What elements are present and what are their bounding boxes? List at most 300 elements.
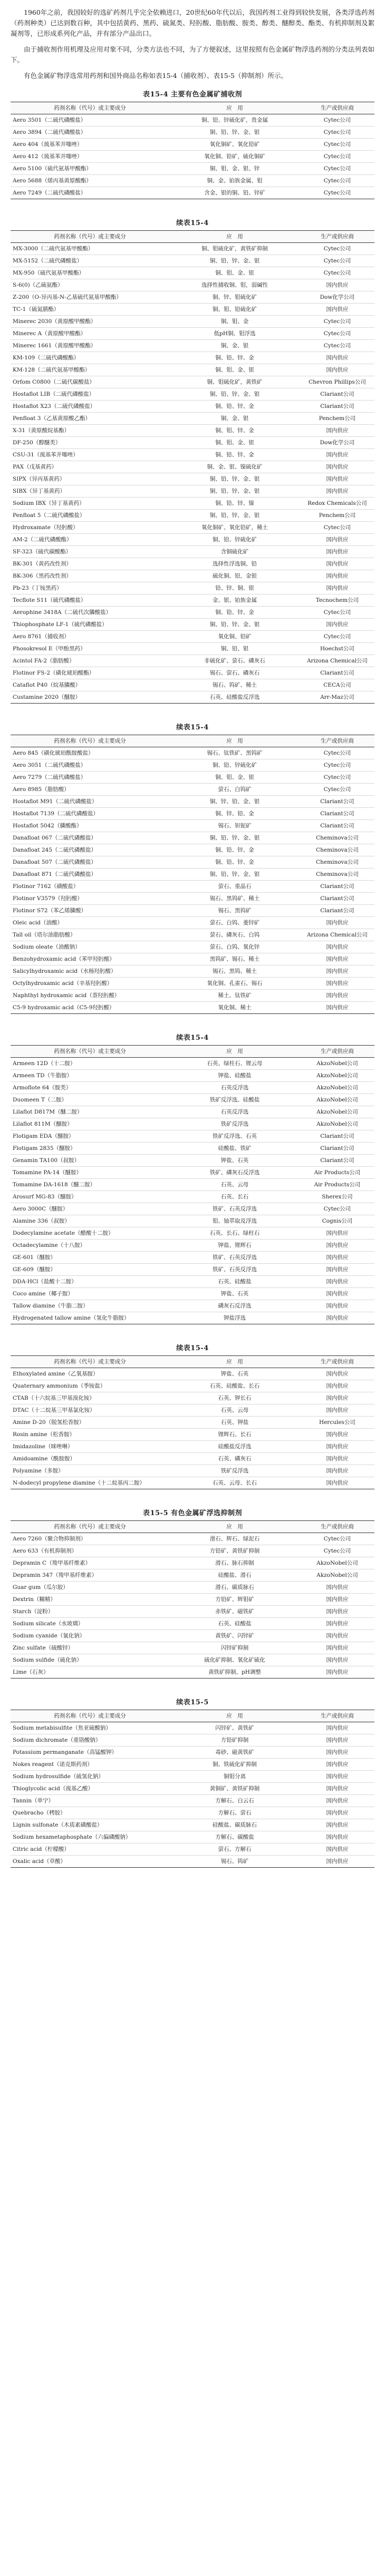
cell-application: 铜、铅、锌、金 bbox=[169, 844, 300, 856]
col-header-name: 药剂名称（代号）或主要成分 bbox=[11, 1521, 169, 1533]
cell-reagent-name: Acintol FA-2（脂肪酸） bbox=[11, 655, 169, 667]
col-header-application: 应 用 bbox=[169, 231, 300, 243]
col-header-name: 药剂名称（代号）或主要成分 bbox=[11, 1356, 169, 1368]
cell-reagent-name: S-6(0)（乙硫氨酯） bbox=[11, 279, 169, 291]
cell-supplier: AkzoNobel公司 bbox=[300, 1058, 374, 1070]
table-row bbox=[11, 856, 374, 869]
cell-application: 氧化铜、铅矿 bbox=[169, 631, 300, 643]
cell-supplier: 国内供应 bbox=[300, 978, 374, 990]
cell-supplier: Penchem公司 bbox=[300, 413, 374, 425]
cell-supplier: 国内供应 bbox=[300, 449, 374, 461]
cell-supplier: 国内供应 bbox=[300, 1666, 374, 1679]
table-row bbox=[11, 1465, 374, 1477]
table-row bbox=[11, 1380, 374, 1392]
table-row bbox=[11, 304, 374, 316]
table-row bbox=[11, 1642, 374, 1654]
table-row bbox=[11, 1215, 374, 1227]
cell-supplier: 国内供应 bbox=[300, 1771, 374, 1783]
cell-supplier: Clariant公司 bbox=[300, 1130, 374, 1143]
cell-reagent-name: Flotigam 2835（醚胺） bbox=[11, 1143, 169, 1155]
cell-application: 铜、铅、锌、金 bbox=[169, 401, 300, 413]
cell-reagent-name: Tannin（单宁） bbox=[11, 1795, 169, 1807]
cell-application: 铜、铅、锌、金 bbox=[169, 856, 300, 869]
cell-application: 铜、铅、银 bbox=[169, 643, 300, 655]
cell-application: 铜、钼、金、银 bbox=[169, 267, 300, 279]
cell-supplier: Clariant公司 bbox=[300, 1143, 374, 1155]
cell-supplier: 国内供应 bbox=[300, 582, 374, 594]
col-header-name: 药剂名称（代号）或主要成分 bbox=[11, 102, 169, 114]
cell-reagent-name: Lignin sulfonate（木质素磺酸盐） bbox=[11, 1819, 169, 1831]
cell-application: 石英、磷灰石 bbox=[169, 1453, 300, 1465]
cell-application: 石英、云母 bbox=[169, 1179, 300, 1191]
cell-reagent-name: KM-128（二硫代氨基甲酸酯） bbox=[11, 364, 169, 376]
table-row bbox=[11, 114, 374, 126]
cell-supplier: 国内供应 bbox=[300, 352, 374, 364]
cell-reagent-name: Aero 3894（二硫代磷酸盐） bbox=[11, 126, 169, 139]
intro-paragraph-3: 有色金属矿物浮选常用药剂和国外商品名称如表15-4（捕收剂）、表15-5（抑制剂）所示。 bbox=[24, 72, 287, 80]
cell-reagent-name: Salicylhydroxamic acid（水杨羟肟酸） bbox=[11, 965, 169, 978]
table-row bbox=[11, 1746, 374, 1759]
cell-reagent-name: Aero 5688（烯丙基黄原酸酯） bbox=[11, 175, 169, 187]
cell-application: 铜、铅、锌、金、银 bbox=[169, 255, 300, 267]
cell-application: 铜、铅、锌硫化矿 bbox=[169, 534, 300, 546]
cell-supplier: Cytec公司 bbox=[300, 151, 374, 163]
table-row bbox=[11, 437, 374, 449]
cell-application: 钾盐、石英 bbox=[169, 1155, 300, 1167]
table-row bbox=[11, 328, 374, 340]
cell-reagent-name: Armoflote 64（胺类） bbox=[11, 1082, 169, 1094]
collector-table-part-4 bbox=[11, 1045, 374, 1324]
cell-application: 闪锌矿、黄铁矿 bbox=[169, 1722, 300, 1734]
cell-supplier: Cytec公司 bbox=[300, 747, 374, 759]
cell-application: 铜、铅、锌、金、银 bbox=[169, 485, 300, 497]
cell-reagent-name: Amine D-20（脱氢松香胺） bbox=[11, 1417, 169, 1429]
cell-application: 硫化铜、铅，金银 bbox=[169, 570, 300, 582]
cell-supplier: 国内供应 bbox=[300, 1807, 374, 1819]
table-row bbox=[11, 990, 374, 1002]
cell-application: 铜、铅、锌、金 bbox=[169, 352, 300, 364]
col-header-supplier: 生产或供应商 bbox=[300, 1710, 374, 1722]
cell-application: 稀土、钛铁矿 bbox=[169, 990, 300, 1002]
cell-supplier: CECA公司 bbox=[300, 679, 374, 691]
table-row bbox=[11, 631, 374, 643]
table-row bbox=[11, 844, 374, 856]
table-row bbox=[11, 1002, 374, 1014]
intro-paragraph-2: 由于捕收剂作用机理及应用对象不同，分类方法也不同，为了方便叙述，这里按照有色金属矿物浮选药剂的分类法列表如下。 bbox=[11, 45, 374, 64]
cell-reagent-name: Dextrin（糊精） bbox=[11, 1594, 169, 1606]
cell-supplier: 国内供应 bbox=[300, 425, 374, 437]
cell-application: 铜、钼、锌、金 bbox=[169, 425, 300, 437]
cell-supplier: 国内供应 bbox=[300, 1429, 374, 1441]
cell-application: 萤石、磷灰石、白钨 bbox=[169, 929, 300, 941]
cell-application: 黑钨矿、锡石、稀土 bbox=[169, 953, 300, 965]
cell-application: 铜、金、银、镍硫化矿 bbox=[169, 461, 300, 473]
cell-supplier: 国内供应 bbox=[300, 1312, 374, 1324]
col-header-application: 应 用 bbox=[169, 1710, 300, 1722]
cell-supplier: Clariant公司 bbox=[300, 808, 374, 820]
table-row bbox=[11, 1118, 374, 1130]
cell-reagent-name: Aerophine 3418A（二硫代次膦酸盐） bbox=[11, 607, 169, 619]
cell-reagent-name: MX-950（硫代氨基甲酸酯） bbox=[11, 267, 169, 279]
cell-supplier: 国内供应 bbox=[300, 1795, 374, 1807]
cell-reagent-name: Aero 5100（硫代氨基甲酸酯） bbox=[11, 163, 169, 175]
cell-supplier: 国内供应 bbox=[300, 1606, 374, 1618]
table-row bbox=[11, 1819, 374, 1831]
cell-reagent-name: Flotinor FS-2（磺化琥珀酸酯） bbox=[11, 667, 169, 679]
cell-reagent-name: Dodecylamine acetate（醋酸十二胺） bbox=[11, 1227, 169, 1240]
cell-reagent-name: Polyamine（多胺） bbox=[11, 1465, 169, 1477]
cell-application: 锡石、钨矿 bbox=[169, 1856, 300, 1868]
cell-supplier: 国内供应 bbox=[300, 1819, 374, 1831]
cell-reagent-name: Tecflote S11（硫代磷酸盐） bbox=[11, 594, 169, 607]
table-row bbox=[11, 558, 374, 570]
cell-reagent-name: Danafloat 871（二硫代磷酸盐） bbox=[11, 869, 169, 881]
table-row bbox=[11, 1417, 374, 1429]
table-row bbox=[11, 425, 374, 437]
table-15-5-title: 表15-5 有色金属矿浮选抑制剂 bbox=[142, 1509, 243, 1517]
table-row bbox=[11, 929, 374, 941]
cell-supplier: Cheminova公司 bbox=[300, 844, 374, 856]
cell-supplier: Cytec公司 bbox=[300, 607, 374, 619]
cell-supplier: 国内供应 bbox=[300, 461, 374, 473]
cell-supplier: AkzoNobel公司 bbox=[300, 1070, 374, 1082]
cell-reagent-name: Aero 3501（二硫代磷酸盐） bbox=[11, 114, 169, 126]
cell-supplier: Cognis公司 bbox=[300, 1215, 374, 1227]
cell-application: 锡石、黑钨、稀土 bbox=[169, 965, 300, 978]
cell-reagent-name: Flotinor S72（苯乙烯膦酸） bbox=[11, 905, 169, 917]
cell-supplier: 国内供应 bbox=[300, 1746, 374, 1759]
table-row bbox=[11, 808, 374, 820]
cell-reagent-name: Hostaflot LIB（二硫代磷酸盐） bbox=[11, 388, 169, 401]
table-row bbox=[11, 869, 374, 881]
table-row bbox=[11, 376, 374, 388]
cell-reagent-name: DTAC（十二烷基三甲基氯化铵） bbox=[11, 1404, 169, 1417]
cell-application: 石英、钾盐 bbox=[169, 1417, 300, 1429]
cell-reagent-name: Imidazoline（咪唑啉） bbox=[11, 1441, 169, 1453]
cell-supplier: 国内供应 bbox=[300, 570, 374, 582]
cell-reagent-name: Thioglycolic acid（巯基乙酸） bbox=[11, 1783, 169, 1795]
table-row bbox=[11, 291, 374, 304]
cell-application: 石英反浮选 bbox=[169, 1106, 300, 1118]
cell-reagent-name: MX-3000（二硫代氨基甲酸酯） bbox=[11, 243, 169, 255]
cell-reagent-name: Aero 7249（二硫代磷酸盐） bbox=[11, 187, 169, 199]
cell-reagent-name: X-31（黄原酸烷基酯） bbox=[11, 425, 169, 437]
cell-reagent-name: Aero 404（巯基苯并噻唑） bbox=[11, 139, 169, 151]
table-row bbox=[11, 1594, 374, 1606]
cell-supplier: 国内供应 bbox=[300, 917, 374, 929]
table-row bbox=[11, 1606, 374, 1618]
table-row bbox=[11, 1759, 374, 1771]
cell-reagent-name: KM-109（二硫代磷酸酯） bbox=[11, 352, 169, 364]
cell-reagent-name: Armeen 12D（十二胺） bbox=[11, 1058, 169, 1070]
cell-application: 滑石、辉石、绿泥石 bbox=[169, 1533, 300, 1545]
cell-supplier: Arr-Maz公司 bbox=[300, 691, 374, 704]
cell-supplier: 国内供应 bbox=[300, 1240, 374, 1252]
cell-application: 铅、锌、铜、银 bbox=[169, 582, 300, 594]
cell-supplier: 国内供应 bbox=[300, 965, 374, 978]
cell-reagent-name: Duomeen T（二胺） bbox=[11, 1094, 169, 1106]
col-header-supplier: 生产或供应商 bbox=[300, 102, 374, 114]
col-header-supplier: 生产或供应商 bbox=[300, 1521, 374, 1533]
depressant-table-part-1 bbox=[11, 1520, 374, 1679]
cell-reagent-name: Hydrogenated tallow amine（氢化牛脂胺） bbox=[11, 1312, 169, 1324]
cell-application: 铁矿反浮选、石英 bbox=[169, 1130, 300, 1143]
table-row bbox=[11, 607, 374, 619]
cell-application: 萤石、白钨矿 bbox=[169, 784, 300, 796]
cell-application: 选择性捕收铜、钼，弱碱性 bbox=[169, 279, 300, 291]
cell-reagent-name: AM-2（二硫代磷酸酯） bbox=[11, 534, 169, 546]
cell-reagent-name: SIBX（异丁基黄药） bbox=[11, 485, 169, 497]
table-row bbox=[11, 1545, 374, 1557]
cell-supplier: AkzoNobel公司 bbox=[300, 1082, 374, 1094]
cell-application: 氧化铜矿、氧化铅矿，稀土 bbox=[169, 522, 300, 534]
cell-reagent-name: Lilaflot D817M（醚二胺） bbox=[11, 1106, 169, 1118]
cell-reagent-name: DF-250（醇醚类） bbox=[11, 437, 169, 449]
col-header-application: 应 用 bbox=[169, 102, 300, 114]
cell-reagent-name: Alamine 336（叔胺） bbox=[11, 1215, 169, 1227]
cell-application: 钾盐、石英 bbox=[169, 1368, 300, 1380]
cell-reagent-name: Genamin TA100（叔胺） bbox=[11, 1155, 169, 1167]
table-row bbox=[11, 510, 374, 522]
cell-application: 铜、锌、铅、金、银 bbox=[169, 796, 300, 808]
table-continued-title: 续表15-5 bbox=[176, 1699, 209, 1706]
cell-reagent-name: SF-323（硫代碳酸酯） bbox=[11, 546, 169, 558]
cell-application: 硫化矿抑制、氧化矿硫化 bbox=[169, 1654, 300, 1666]
cell-reagent-name: Ethoxylated amine（乙氧基胺） bbox=[11, 1368, 169, 1380]
cell-reagent-name: Aero 8985（脂肪酸） bbox=[11, 784, 169, 796]
cell-reagent-name: Hostaflot M91（二硫代磷酸盐） bbox=[11, 796, 169, 808]
cell-application: 滑石、碳质脉石 bbox=[169, 1582, 300, 1594]
cell-supplier: Cytec公司 bbox=[300, 114, 374, 126]
cell-reagent-name: Hydroxamate（羟肟酸） bbox=[11, 522, 169, 534]
table-row bbox=[11, 352, 374, 364]
cell-reagent-name: PAX（戊基黄药） bbox=[11, 461, 169, 473]
cell-supplier: 国内供应 bbox=[300, 304, 374, 316]
table-row bbox=[11, 772, 374, 784]
cell-reagent-name: Minerec 1661（黄原酸甲酸酯） bbox=[11, 340, 169, 352]
cell-application: 非硫化矿、萤石、磷灰石 bbox=[169, 655, 300, 667]
cell-application: 铜、钼硫化矿，黄铁矿 bbox=[169, 376, 300, 388]
table-row bbox=[11, 1392, 374, 1404]
cell-reagent-name: Hostaflot 5042（膦酸酯） bbox=[11, 820, 169, 832]
cell-supplier: Cytec公司 bbox=[300, 1545, 374, 1557]
cell-application: 锡石、黑钨矿、稀土 bbox=[169, 893, 300, 905]
cell-supplier: Hoechst公司 bbox=[300, 643, 374, 655]
table-row bbox=[11, 1094, 374, 1106]
cell-reagent-name: Quebracho（栲胶） bbox=[11, 1807, 169, 1819]
cell-supplier: Clariant公司 bbox=[300, 881, 374, 893]
cell-supplier: 国内供应 bbox=[300, 1368, 374, 1380]
table-row bbox=[11, 1477, 374, 1489]
cell-reagent-name: Flotinor V3579（羟肟酸） bbox=[11, 893, 169, 905]
table-row bbox=[11, 534, 374, 546]
table-row bbox=[11, 667, 374, 679]
table-row bbox=[11, 619, 374, 631]
cell-reagent-name: Tomamine PA-14（醚胺） bbox=[11, 1167, 169, 1179]
cell-application: 铜、钼、金 bbox=[169, 316, 300, 328]
cell-application: 铜、铅、锌硫化矿，贵金属 bbox=[169, 114, 300, 126]
cell-reagent-name: Sodium dichromate（重铬酸钠） bbox=[11, 1734, 169, 1746]
table-row bbox=[11, 401, 374, 413]
cell-reagent-name: Rosin amine（松香胺） bbox=[11, 1429, 169, 1441]
cell-application: 萤石、重晶石 bbox=[169, 881, 300, 893]
intro-section bbox=[11, 7, 374, 81]
table-row bbox=[11, 784, 374, 796]
table-row bbox=[11, 1276, 374, 1288]
table-row bbox=[11, 151, 374, 163]
collector-table-part-5 bbox=[11, 1355, 374, 1489]
table-row bbox=[11, 163, 374, 175]
cell-reagent-name: Sodium oleate（油酸钠） bbox=[11, 941, 169, 953]
cell-reagent-name: Lime（石灰） bbox=[11, 1666, 169, 1679]
cell-supplier: 国内供应 bbox=[300, 941, 374, 953]
table-row bbox=[11, 316, 374, 328]
cell-supplier: 国内供应 bbox=[300, 1856, 374, 1868]
col-header-application: 应 用 bbox=[169, 1356, 300, 1368]
cell-reagent-name: Penfloat 5（二硫代磷酸盐） bbox=[11, 510, 169, 522]
cell-application: 钾盐、石英 bbox=[169, 1288, 300, 1300]
cell-application: 硅酸盐、铁矿 bbox=[169, 1143, 300, 1155]
cell-application: 萤石、白钨、氧化锌 bbox=[169, 941, 300, 953]
cell-application: 锡石、黑钨矿 bbox=[169, 905, 300, 917]
col-header-name: 药剂名称（代号）或主要成分 bbox=[11, 1046, 169, 1058]
cell-supplier: 国内供应 bbox=[300, 1264, 374, 1276]
cell-reagent-name: Penfloat 3（乙基黄原酸乙酯） bbox=[11, 413, 169, 425]
cell-supplier: 国内供应 bbox=[300, 1392, 374, 1404]
table-row bbox=[11, 1070, 374, 1082]
cell-application: 铁矿反浮选 bbox=[169, 1465, 300, 1477]
cell-reagent-name: Potassium permanganate（高锰酸钾） bbox=[11, 1746, 169, 1759]
cell-application: 磷灰石反浮选 bbox=[169, 1300, 300, 1312]
cell-supplier: AkzoNobel公司 bbox=[300, 1557, 374, 1569]
cell-supplier: Cytec公司 bbox=[300, 255, 374, 267]
cell-reagent-name: Danafloat 067（二硫代磷酸盐） bbox=[11, 832, 169, 844]
table-row bbox=[11, 1831, 374, 1843]
table-row bbox=[11, 1557, 374, 1569]
table-row bbox=[11, 388, 374, 401]
cell-supplier: AkzoNobel公司 bbox=[300, 1118, 374, 1130]
cell-reagent-name: Zinc sulfate（硫酸锌） bbox=[11, 1642, 169, 1654]
cell-supplier: Cytec公司 bbox=[300, 267, 374, 279]
cell-supplier: 国内供应 bbox=[300, 364, 374, 376]
cell-reagent-name: Aero 845（磺化琥珀酰胺酸盐） bbox=[11, 747, 169, 759]
cell-reagent-name: Aero 3000C（醚胺） bbox=[11, 1203, 169, 1215]
cell-supplier: AkzoNobel公司 bbox=[300, 1106, 374, 1118]
table-row bbox=[11, 497, 374, 510]
cell-supplier: Cytec公司 bbox=[300, 631, 374, 643]
cell-reagent-name: Arosurf MG-83（醚胺） bbox=[11, 1191, 169, 1203]
depressant-table-part-2 bbox=[11, 1710, 374, 1868]
cell-application: 毒砂、磁黄铁矿 bbox=[169, 1746, 300, 1759]
cell-application: 赤铁矿、磁铁矿 bbox=[169, 1606, 300, 1618]
cell-application: 铜、钼、金、银 bbox=[169, 364, 300, 376]
table-row bbox=[11, 1130, 374, 1143]
table-row bbox=[11, 546, 374, 558]
cell-supplier: Cytec公司 bbox=[300, 175, 374, 187]
cell-supplier: 国内供应 bbox=[300, 558, 374, 570]
cell-reagent-name: Orfom C0800（二硫代碳酸盐） bbox=[11, 376, 169, 388]
col-header-application: 应 用 bbox=[169, 735, 300, 747]
table-row bbox=[11, 413, 374, 425]
cell-supplier: Cytec公司 bbox=[300, 759, 374, 772]
cell-reagent-name: Lilaflot 811M（醚胺） bbox=[11, 1118, 169, 1130]
cell-reagent-name: Aero 3051（二硫代磷酸盐） bbox=[11, 759, 169, 772]
table-row bbox=[11, 1666, 374, 1679]
cell-application: 低pH铜、钼浮选 bbox=[169, 328, 300, 340]
cell-supplier: 国内供应 bbox=[300, 1642, 374, 1654]
cell-reagent-name: Amidoamine（酰胺胺） bbox=[11, 1453, 169, 1465]
cell-supplier: Cytec公司 bbox=[300, 139, 374, 151]
cell-supplier: 国内供应 bbox=[300, 1453, 374, 1465]
col-header-supplier: 生产或供应商 bbox=[300, 231, 374, 243]
collector-table-part-2 bbox=[11, 230, 374, 704]
cell-application: 石英、长石 bbox=[169, 1191, 300, 1203]
cell-application: 氧化铜、铅矿，硫化铜矿 bbox=[169, 151, 300, 163]
table-row bbox=[11, 449, 374, 461]
cell-application: 方铅矿、黄铁矿抑制 bbox=[169, 1545, 300, 1557]
cell-supplier: 国内供应 bbox=[300, 1441, 374, 1453]
cell-reagent-name: Sodium sulfide（硫化钠） bbox=[11, 1654, 169, 1666]
cell-reagent-name: Cataflot P40（烷基膦酸） bbox=[11, 679, 169, 691]
cell-supplier: Clariant公司 bbox=[300, 905, 374, 917]
table-row bbox=[11, 1300, 374, 1312]
table-row bbox=[11, 796, 374, 808]
cell-reagent-name: Pb-23（丁铵黑药） bbox=[11, 582, 169, 594]
cell-application: 铜、铅、锌、金、银 bbox=[169, 473, 300, 485]
table-row bbox=[11, 1856, 374, 1868]
cell-application: 石英、硅酸盐 bbox=[169, 1618, 300, 1630]
cell-reagent-name: DDA·HCl（盐酸十二胺） bbox=[11, 1276, 169, 1288]
cell-reagent-name: CTAB（十六烷基三甲基溴化铵） bbox=[11, 1392, 169, 1404]
cell-supplier: Arizona Chemical公司 bbox=[300, 655, 374, 667]
cell-supplier: 国内供应 bbox=[300, 1759, 374, 1771]
cell-reagent-name: Tall oil（塔尔油脂肪酸） bbox=[11, 929, 169, 941]
col-header-name: 药剂名称（代号）或主要成分 bbox=[11, 1710, 169, 1722]
cell-supplier: 国内供应 bbox=[300, 619, 374, 631]
table-row bbox=[11, 1795, 374, 1807]
cell-supplier: 国内供应 bbox=[300, 1288, 374, 1300]
table-row bbox=[11, 243, 374, 255]
cell-supplier: AkzoNobel公司 bbox=[300, 1094, 374, 1106]
table-row bbox=[11, 1654, 374, 1666]
table-row bbox=[11, 1441, 374, 1453]
cell-application: 铜、钼、金、银 bbox=[169, 772, 300, 784]
cell-application: 铜钼分离 bbox=[169, 1771, 300, 1783]
cell-application: 铜、铅、锌硫化矿 bbox=[169, 759, 300, 772]
cell-reagent-name: Oxalic acid（草酸） bbox=[11, 1856, 169, 1868]
cell-reagent-name: Minerec 2030（黄原酸甲酸酯） bbox=[11, 316, 169, 328]
cell-reagent-name: GE-601（醚胺） bbox=[11, 1252, 169, 1264]
document-page bbox=[11, 0, 374, 1868]
cell-supplier: Sherex公司 bbox=[300, 1191, 374, 1203]
cell-application: 锡石、钽铌矿 bbox=[169, 820, 300, 832]
cell-reagent-name: Thiophosphate LF-1（硫代磷酸盐） bbox=[11, 619, 169, 631]
table-row bbox=[11, 1807, 374, 1819]
cell-supplier: 国内供应 bbox=[300, 1002, 374, 1014]
cell-reagent-name: Octylhydroxamic acid（辛基羟肟酸） bbox=[11, 978, 169, 990]
table-row bbox=[11, 1453, 374, 1465]
cell-supplier: Clariant公司 bbox=[300, 667, 374, 679]
table-row bbox=[11, 1191, 374, 1203]
cell-application: 黄铁矿、闪锌矿 bbox=[169, 1630, 300, 1642]
table-row bbox=[11, 582, 374, 594]
cell-supplier: Cytec公司 bbox=[300, 126, 374, 139]
cell-reagent-name: Custamine 2020（醚胺） bbox=[11, 691, 169, 704]
cell-application: 钾盐、硅酸盐 bbox=[169, 1070, 300, 1082]
cell-application: 铁矿、石英反浮选 bbox=[169, 1252, 300, 1264]
cell-application: 铜、铅、锌、金 bbox=[169, 607, 300, 619]
cell-application: 铜、铁硫化矿抑制 bbox=[169, 1759, 300, 1771]
